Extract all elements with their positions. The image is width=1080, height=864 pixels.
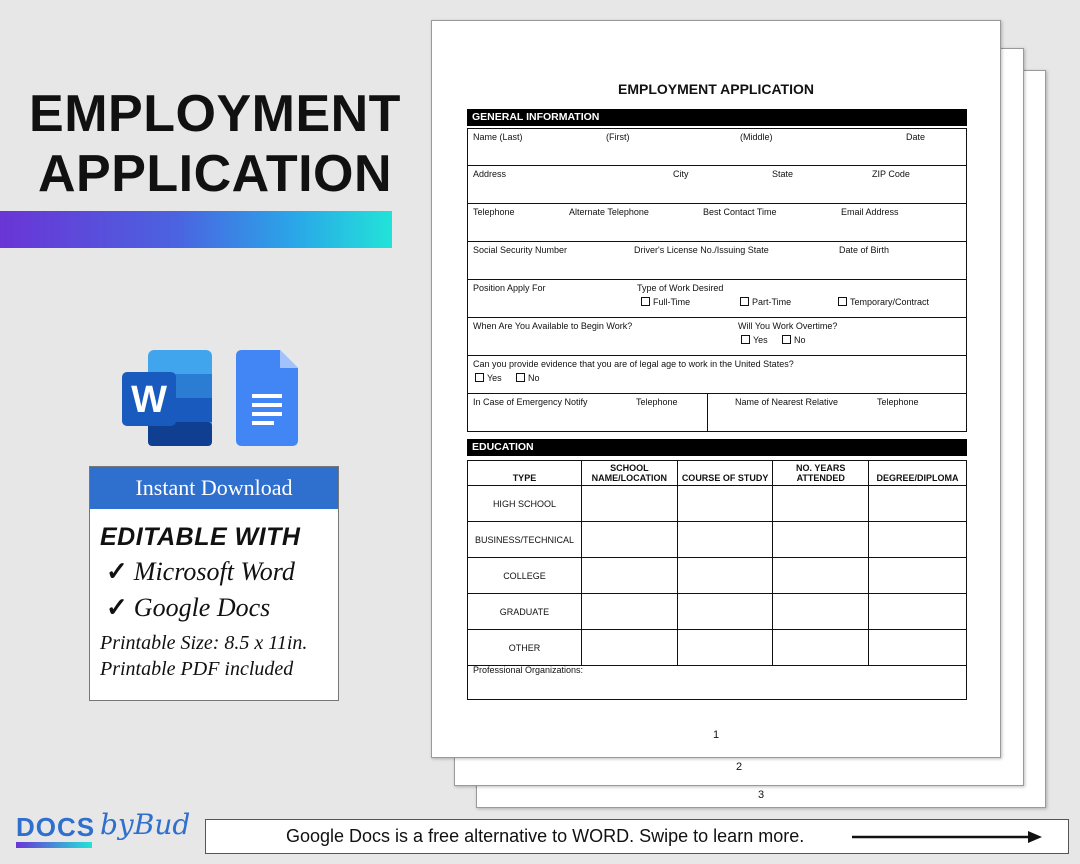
logo-by-text: byBud: [100, 808, 191, 841]
overtime-yes-option[interactable]: Yes: [741, 335, 768, 345]
logo-docs-text: DOCS: [16, 812, 96, 842]
email-label: Email Address: [841, 207, 899, 217]
availability-label: When Are You Available to Begin Work?: [473, 321, 633, 331]
general-information-header: GENERAL INFORMATION: [467, 109, 967, 126]
form-row-telephone: [467, 204, 967, 242]
form-title: EMPLOYMENT APPLICATION: [618, 81, 814, 97]
hero-title-line1: EMPLOYMENT: [29, 85, 401, 143]
table-cell[interactable]: [869, 630, 967, 666]
education-header: EDUCATION: [467, 439, 967, 456]
legal-age-yes-option[interactable]: Yes: [475, 373, 502, 383]
education-type: OTHER: [468, 630, 582, 666]
checkbox[interactable]: [741, 335, 750, 344]
column-header: COURSE OF STUDY: [677, 461, 773, 486]
column-header: TYPE: [468, 461, 582, 486]
table-cell[interactable]: [869, 594, 967, 630]
table-cell[interactable]: [581, 558, 677, 594]
relative-telephone-label: Telephone: [877, 397, 919, 407]
table-cell[interactable]: [869, 486, 967, 522]
emergency-label: In Case of Emergency Notify: [473, 397, 588, 407]
education-type: GRADUATE: [468, 594, 582, 630]
swipe-banner-text: Google Docs is a free alternative to WORD. Swipe to learn more.: [286, 826, 805, 846]
instant-download-header: Instant Download: [90, 467, 338, 509]
part-time-option[interactable]: Part-Time: [740, 297, 791, 307]
page-number: 2: [735, 761, 743, 773]
table-cell[interactable]: [677, 558, 773, 594]
printable-pdf-note: Printable PDF included: [100, 658, 294, 680]
checkbox[interactable]: [516, 373, 525, 382]
table-cell[interactable]: [677, 630, 773, 666]
table-cell[interactable]: [677, 594, 773, 630]
overtime-label: Will You Work Overtime?: [738, 321, 838, 331]
column-header: NO. YEARS ATTENDED: [773, 461, 869, 486]
hero-title-line2: APPLICATION: [37, 145, 393, 203]
education-type: BUSINESS/TECHNICAL: [468, 522, 582, 558]
swipe-banner: [205, 819, 1069, 854]
table-cell[interactable]: [773, 594, 869, 630]
address-label: Address: [473, 169, 507, 179]
arrow-right-icon: [852, 830, 1042, 844]
zip-label: ZIP Code: [872, 169, 910, 179]
checkbox[interactable]: [782, 335, 791, 344]
temporary-option[interactable]: Temporary/Contract: [838, 297, 929, 307]
table-cell[interactable]: [581, 594, 677, 630]
legal-age-no-option[interactable]: No: [516, 373, 540, 383]
check-icon: ✓: [106, 557, 128, 586]
microsoft-word-icon: [122, 350, 214, 446]
gradient-bar: [0, 211, 392, 248]
alt-telephone-label: Alternate Telephone: [569, 207, 649, 217]
education-type: COLLEGE: [468, 558, 582, 594]
word-letter: W: [131, 379, 167, 421]
table-cell[interactable]: [581, 630, 677, 666]
full-time-option[interactable]: Full-Time: [641, 297, 690, 307]
state-label: State: [772, 169, 794, 179]
table-row: [468, 630, 967, 666]
google-docs-icon: [236, 350, 298, 446]
checkbox[interactable]: [740, 297, 749, 306]
logo-underline: [16, 842, 92, 848]
table-header-row: [468, 461, 967, 486]
page-number: 1: [712, 729, 720, 741]
legal-age-label: Can you provide evidence that you are of legal age to work in the United States?: [473, 359, 794, 369]
form-row-position: [467, 280, 967, 318]
form-row-emergency: [467, 394, 967, 432]
table-row: [468, 522, 967, 558]
docs-by-bud-logo: [16, 808, 196, 854]
nearest-relative-label: Name of Nearest Relative: [735, 397, 839, 407]
hero-title: [20, 84, 410, 204]
table-cell[interactable]: [773, 630, 869, 666]
table-cell[interactable]: [773, 558, 869, 594]
form-row-name: [467, 128, 967, 166]
editable-with-label: EDITABLE WITH: [100, 523, 301, 551]
document-page-1: [431, 20, 1001, 758]
overtime-no-option[interactable]: No: [782, 335, 806, 345]
checkbox[interactable]: [475, 373, 484, 382]
column-header: SCHOOL NAME/LOCATION: [581, 461, 677, 486]
form-row-address: [467, 166, 967, 204]
professional-organizations-row: [467, 663, 967, 700]
name-middle-label: (Middle): [740, 132, 773, 142]
professional-organizations-label: Professional Organizations:: [473, 665, 584, 675]
table-cell[interactable]: [581, 522, 677, 558]
education-table: [467, 460, 967, 666]
table-cell[interactable]: [869, 558, 967, 594]
download-card: [89, 466, 339, 701]
column-header: DEGREE/DIPLOMA: [869, 461, 967, 486]
column-divider: [707, 394, 708, 431]
app-microsoft-word: ✓ Microsoft Word: [106, 557, 295, 586]
name-last-label: Name (Last): [473, 132, 523, 142]
education-type: HIGH SCHOOL: [468, 486, 582, 522]
table-row: [468, 486, 967, 522]
form-row-legal-age: [467, 356, 967, 394]
best-contact-label: Best Contact Time: [703, 207, 777, 217]
date-label: Date: [906, 132, 926, 142]
emergency-telephone-label: Telephone: [636, 397, 678, 407]
app-google-docs: ✓ Google Docs: [106, 593, 271, 622]
dob-label: Date of Birth: [839, 245, 890, 255]
table-cell[interactable]: [773, 486, 869, 522]
table-cell[interactable]: [677, 522, 773, 558]
ssn-label: Social Security Number: [473, 245, 568, 255]
table-cell[interactable]: [773, 522, 869, 558]
check-icon: ✓: [106, 593, 128, 622]
city-label: City: [673, 169, 689, 179]
table-cell[interactable]: [677, 486, 773, 522]
page-number: 3: [757, 789, 765, 801]
checkbox[interactable]: [641, 297, 650, 306]
form-row-availability: [467, 318, 967, 356]
work-type-label: Type of Work Desired: [637, 283, 724, 293]
checkbox[interactable]: [838, 297, 847, 306]
name-first-label: (First): [606, 132, 630, 142]
printable-size-note: Printable Size: 8.5 x 11in.: [100, 632, 308, 654]
table-row: [468, 558, 967, 594]
table-cell[interactable]: [869, 522, 967, 558]
telephone-label: Telephone: [473, 207, 515, 217]
form-row-ids: [467, 242, 967, 280]
position-label: Position Apply For: [473, 283, 546, 293]
license-label: Driver's License No./Issuing State: [634, 245, 769, 255]
table-cell[interactable]: [581, 486, 677, 522]
table-row: [468, 594, 967, 630]
